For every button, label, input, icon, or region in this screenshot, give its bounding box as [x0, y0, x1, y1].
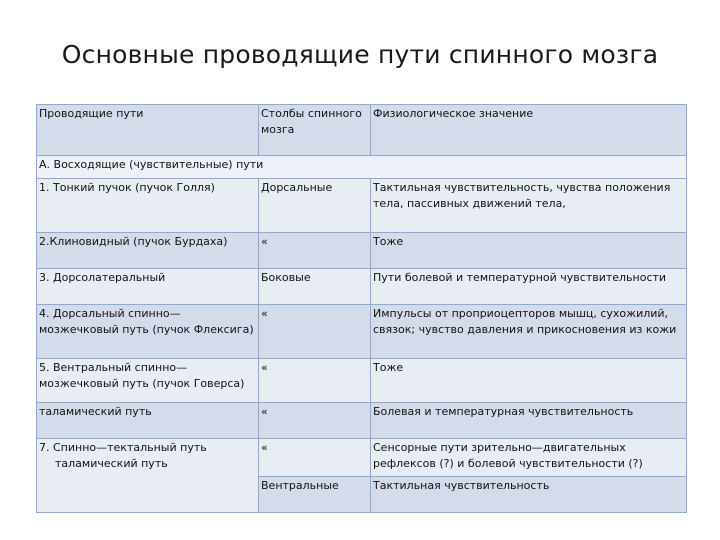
section-label: А. Восходящие (чувствительные) пути	[37, 156, 687, 179]
meaning-cell: Болевая и температурная чувствительность	[371, 403, 687, 439]
path-cell: таламический путь	[37, 403, 259, 439]
header-meaning: Физиологическое значение	[371, 105, 687, 156]
path-line-2: таламический путь	[55, 457, 168, 470]
table-row	[37, 269, 687, 305]
column-cell: Дорсальные	[259, 179, 371, 233]
header-columns: Столбы спинного мозга	[259, 105, 371, 156]
column-cell: «	[259, 359, 371, 403]
meaning-cell: Тактильная чувствительность, чувства положения тела, пассивных движений тела,	[371, 179, 687, 233]
table-row	[37, 359, 687, 403]
path-line-1: 7. Спинно—тектальный путь	[39, 441, 207, 454]
column-cell: Вентральные	[259, 477, 371, 513]
table-header-row	[37, 105, 687, 156]
table-row	[37, 179, 687, 233]
meaning-cell: Тоже	[371, 233, 687, 269]
meaning-cell: Пути болевой и температурной чувствительности	[371, 269, 687, 305]
path-cell: 2.Клиновидный (пучок Бурдаха)	[37, 233, 259, 269]
meaning-cell: Сенсорные пути зрительно—двигательных рефлексов (?) и болевой чувствительности (?)	[371, 439, 687, 477]
column-cell: «	[259, 403, 371, 439]
path-cell	[37, 439, 259, 513]
path-cell: 3. Дорсолатеральный	[37, 269, 259, 305]
table-row	[37, 403, 687, 439]
column-cell: «	[259, 233, 371, 269]
meaning-cell: Тактильная чувствительность	[371, 477, 687, 513]
path-cell: 5. Вентральный спинно— мозжечковый путь (пучок Говерса)	[37, 359, 259, 403]
column-cell: Боковые	[259, 269, 371, 305]
meaning-cell: Тоже	[371, 359, 687, 403]
header-pathways: Проводящие пути	[37, 105, 259, 156]
table-row	[37, 233, 687, 269]
column-cell: «	[259, 439, 371, 477]
pathways-table	[36, 104, 687, 513]
column-cell: «	[259, 305, 371, 359]
section-row-ascending	[37, 156, 687, 179]
path-cell: 1. Тонкий пучок (пучок Голля)	[37, 179, 259, 233]
table-row	[37, 439, 687, 477]
table-row	[37, 305, 687, 359]
meaning-cell: Импульсы от проприоцепторов мышц, сухожилий, связок; чувство давления и прикосновения из кожи	[371, 305, 687, 359]
path-cell: 4. Дорсальный спинно— мозжечковый путь (пучок Флексига)	[37, 305, 259, 359]
page-title: Основные проводящие пути спинного мозга	[61, 40, 659, 69]
